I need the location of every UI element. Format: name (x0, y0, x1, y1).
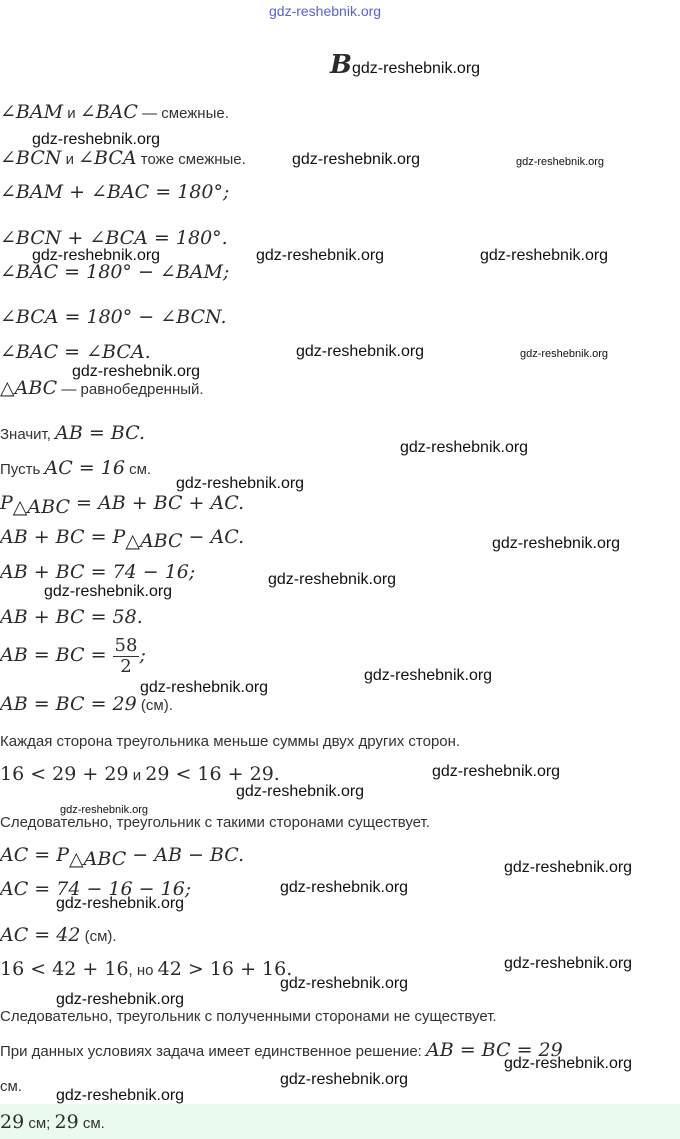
line-16-b: (см). (136, 697, 173, 714)
fraction (113, 636, 140, 677)
answer-d: см. (78, 1115, 105, 1132)
line-1-d: — смежные. (137, 105, 229, 122)
watermark: gdz-reshebnik.org (504, 859, 633, 876)
line-22-a: AC = 42 (0, 924, 81, 946)
line-17-a: Каждая сторона треугольника меньше суммы двух других сторон. (0, 733, 461, 750)
line-23-c: 42 > 16 + 16. (157, 958, 293, 980)
line-7 (0, 342, 151, 363)
line-20-c: − AB − BC. (126, 844, 245, 866)
line-23-a: 16 < 42 + 16 (0, 958, 129, 980)
line-8 (0, 378, 204, 400)
line-9 (0, 423, 145, 445)
line-15-a: AB = BC = (0, 644, 113, 666)
watermark: gdz-reshebnik.org (364, 667, 493, 684)
fraction-denominator: 2 (120, 656, 132, 677)
line-5 (0, 262, 229, 283)
watermark: gdz-reshebnik.org (32, 131, 161, 148)
line-12-sub: △ABC (125, 530, 183, 552)
watermark: gdz-reshebnik.org (280, 975, 409, 992)
line-8-b: — равнобедренный. (57, 381, 204, 398)
line-25 (0, 1040, 563, 1062)
line-11-c: = AB + BC + AC. (69, 492, 245, 514)
line-4-a: ∠BCN + ∠BCA = 180°. (0, 227, 228, 249)
answer-b: см; (24, 1115, 55, 1132)
watermark: gdz-reshebnik.org (60, 804, 149, 816)
line-11-a: P (0, 492, 13, 514)
line-6-a: ∠BCA = 180° − ∠BCN. (0, 306, 227, 328)
line-2-c: ∠BCA (78, 147, 137, 169)
line-20-a: AC = P (0, 844, 70, 866)
watermark: gdz-reshebnik.org (256, 247, 385, 264)
line-24 (0, 1006, 497, 1027)
line-2-d: тоже смежные. (136, 151, 246, 168)
answer-a: 29 (0, 1111, 25, 1133)
line-14-a: AB + BC = 58. (0, 606, 143, 628)
watermark: gdz-reshebnik.org (492, 535, 621, 552)
watermark: gdz-reshebnik.org (140, 679, 269, 696)
line-13-a: AB + BC = 74 − 16; (0, 561, 196, 583)
line-12-a: AB + BC = P (0, 526, 126, 548)
line-5-a: ∠BAC = 180° − ∠BAM; (0, 261, 230, 283)
line-16 (0, 694, 173, 716)
watermark-top: gdz-reshebnik.org (269, 3, 382, 19)
line-22-b: (см). (80, 928, 117, 945)
watermark: gdz-reshebnik.org (176, 475, 305, 492)
line-14 (0, 607, 143, 628)
watermark: gdz-reshebnik.org (280, 1071, 409, 1088)
line-1 (0, 102, 229, 124)
line-25-a: При данных условиях задача имеет единственное решение: (0, 1043, 426, 1060)
line-15-d: ; (139, 644, 146, 666)
watermark: gdz-reshebnik.org (504, 955, 633, 972)
answer-c: 29 (54, 1111, 79, 1133)
line-15 (0, 636, 146, 677)
watermark-header: gdz-reshebnik.org (351, 60, 481, 77)
watermark: gdz-reshebnik.org (56, 895, 185, 912)
line-10-c: см. (124, 461, 152, 478)
section-letter (330, 50, 480, 80)
line-24-a: Следовательно, треугольник с полученными сторонами не существует. (0, 1008, 497, 1025)
line-2-b: и (61, 151, 79, 168)
line-20-sub: △ABC (69, 848, 127, 870)
line-12-c: − AC. (182, 526, 245, 548)
line-18-c: 29 < 16 + 29. (145, 763, 280, 785)
line-23 (0, 959, 292, 981)
line-25-b: AB = BC = 29 (426, 1039, 563, 1061)
watermark: gdz-reshebnik.org (280, 879, 409, 896)
answer-box (0, 1104, 680, 1139)
line-3-a: ∠BAM + ∠BAC = 180°; (0, 181, 230, 203)
watermark: gdz-reshebnik.org (432, 763, 561, 780)
line-11-sub: △ABC (12, 496, 70, 518)
line-10-b: AC = 16 (44, 457, 125, 479)
watermark: gdz-reshebnik.org (296, 343, 425, 360)
watermark: gdz-reshebnik.org (56, 991, 185, 1008)
line-10 (0, 458, 151, 480)
line-1-b: и (63, 105, 80, 122)
line-6 (0, 307, 226, 328)
line-18-b: и (128, 767, 146, 784)
watermark: gdz-reshebnik.org (56, 1087, 185, 1104)
line-11 (0, 493, 244, 517)
line-17 (0, 731, 460, 752)
fraction-numerator: 58 (114, 635, 138, 656)
line-7-a: ∠BAC = ∠BCA. (0, 341, 151, 363)
line-26-a: см. (0, 1078, 22, 1095)
answer-line (0, 1112, 105, 1134)
watermark: gdz-reshebnik.org (292, 151, 421, 168)
watermark: gdz-reshebnik.org (268, 571, 397, 588)
line-16-a: AB = BC = 29 (0, 693, 137, 715)
line-18-a: 16 < 29 + 29 (0, 763, 129, 785)
line-23-b: , но (128, 962, 158, 979)
watermark: gdz-reshebnik.org (480, 247, 609, 264)
watermark: gdz-reshebnik.org (236, 783, 365, 800)
line-20 (0, 845, 244, 869)
line-2-a: ∠BCN (0, 147, 62, 169)
line-3 (0, 182, 229, 203)
line-4 (0, 228, 228, 249)
line-12 (0, 527, 244, 551)
watermark: gdz-reshebnik.org (520, 348, 609, 360)
line-13 (0, 562, 195, 583)
line-1-c: ∠BAC (79, 101, 138, 123)
line-19-a: Следовательно, треугольник с такими сторонами существует. (0, 814, 430, 831)
line-10-a: Пусть (0, 461, 45, 478)
line-22 (0, 925, 117, 947)
watermark: gdz-reshebnik.org (72, 363, 201, 380)
line-26 (0, 1076, 22, 1097)
line-9-a: Значит, (0, 426, 56, 443)
watermark: gdz-reshebnik.org (44, 583, 173, 600)
line-21-a: AC = 74 − 16 − 16; (0, 878, 192, 900)
letter-b: B (330, 50, 352, 80)
watermark: gdz-reshebnik.org (504, 1055, 633, 1072)
line-1-a: ∠BAM (0, 101, 64, 123)
watermark: gdz-reshebnik.org (400, 439, 529, 456)
watermark: gdz-reshebnik.org (516, 156, 605, 168)
line-8-a: △ABC (0, 377, 58, 399)
watermark: gdz-reshebnik.org (32, 247, 161, 264)
line-2 (0, 148, 246, 170)
line-9-b: AB = BC. (55, 422, 145, 444)
